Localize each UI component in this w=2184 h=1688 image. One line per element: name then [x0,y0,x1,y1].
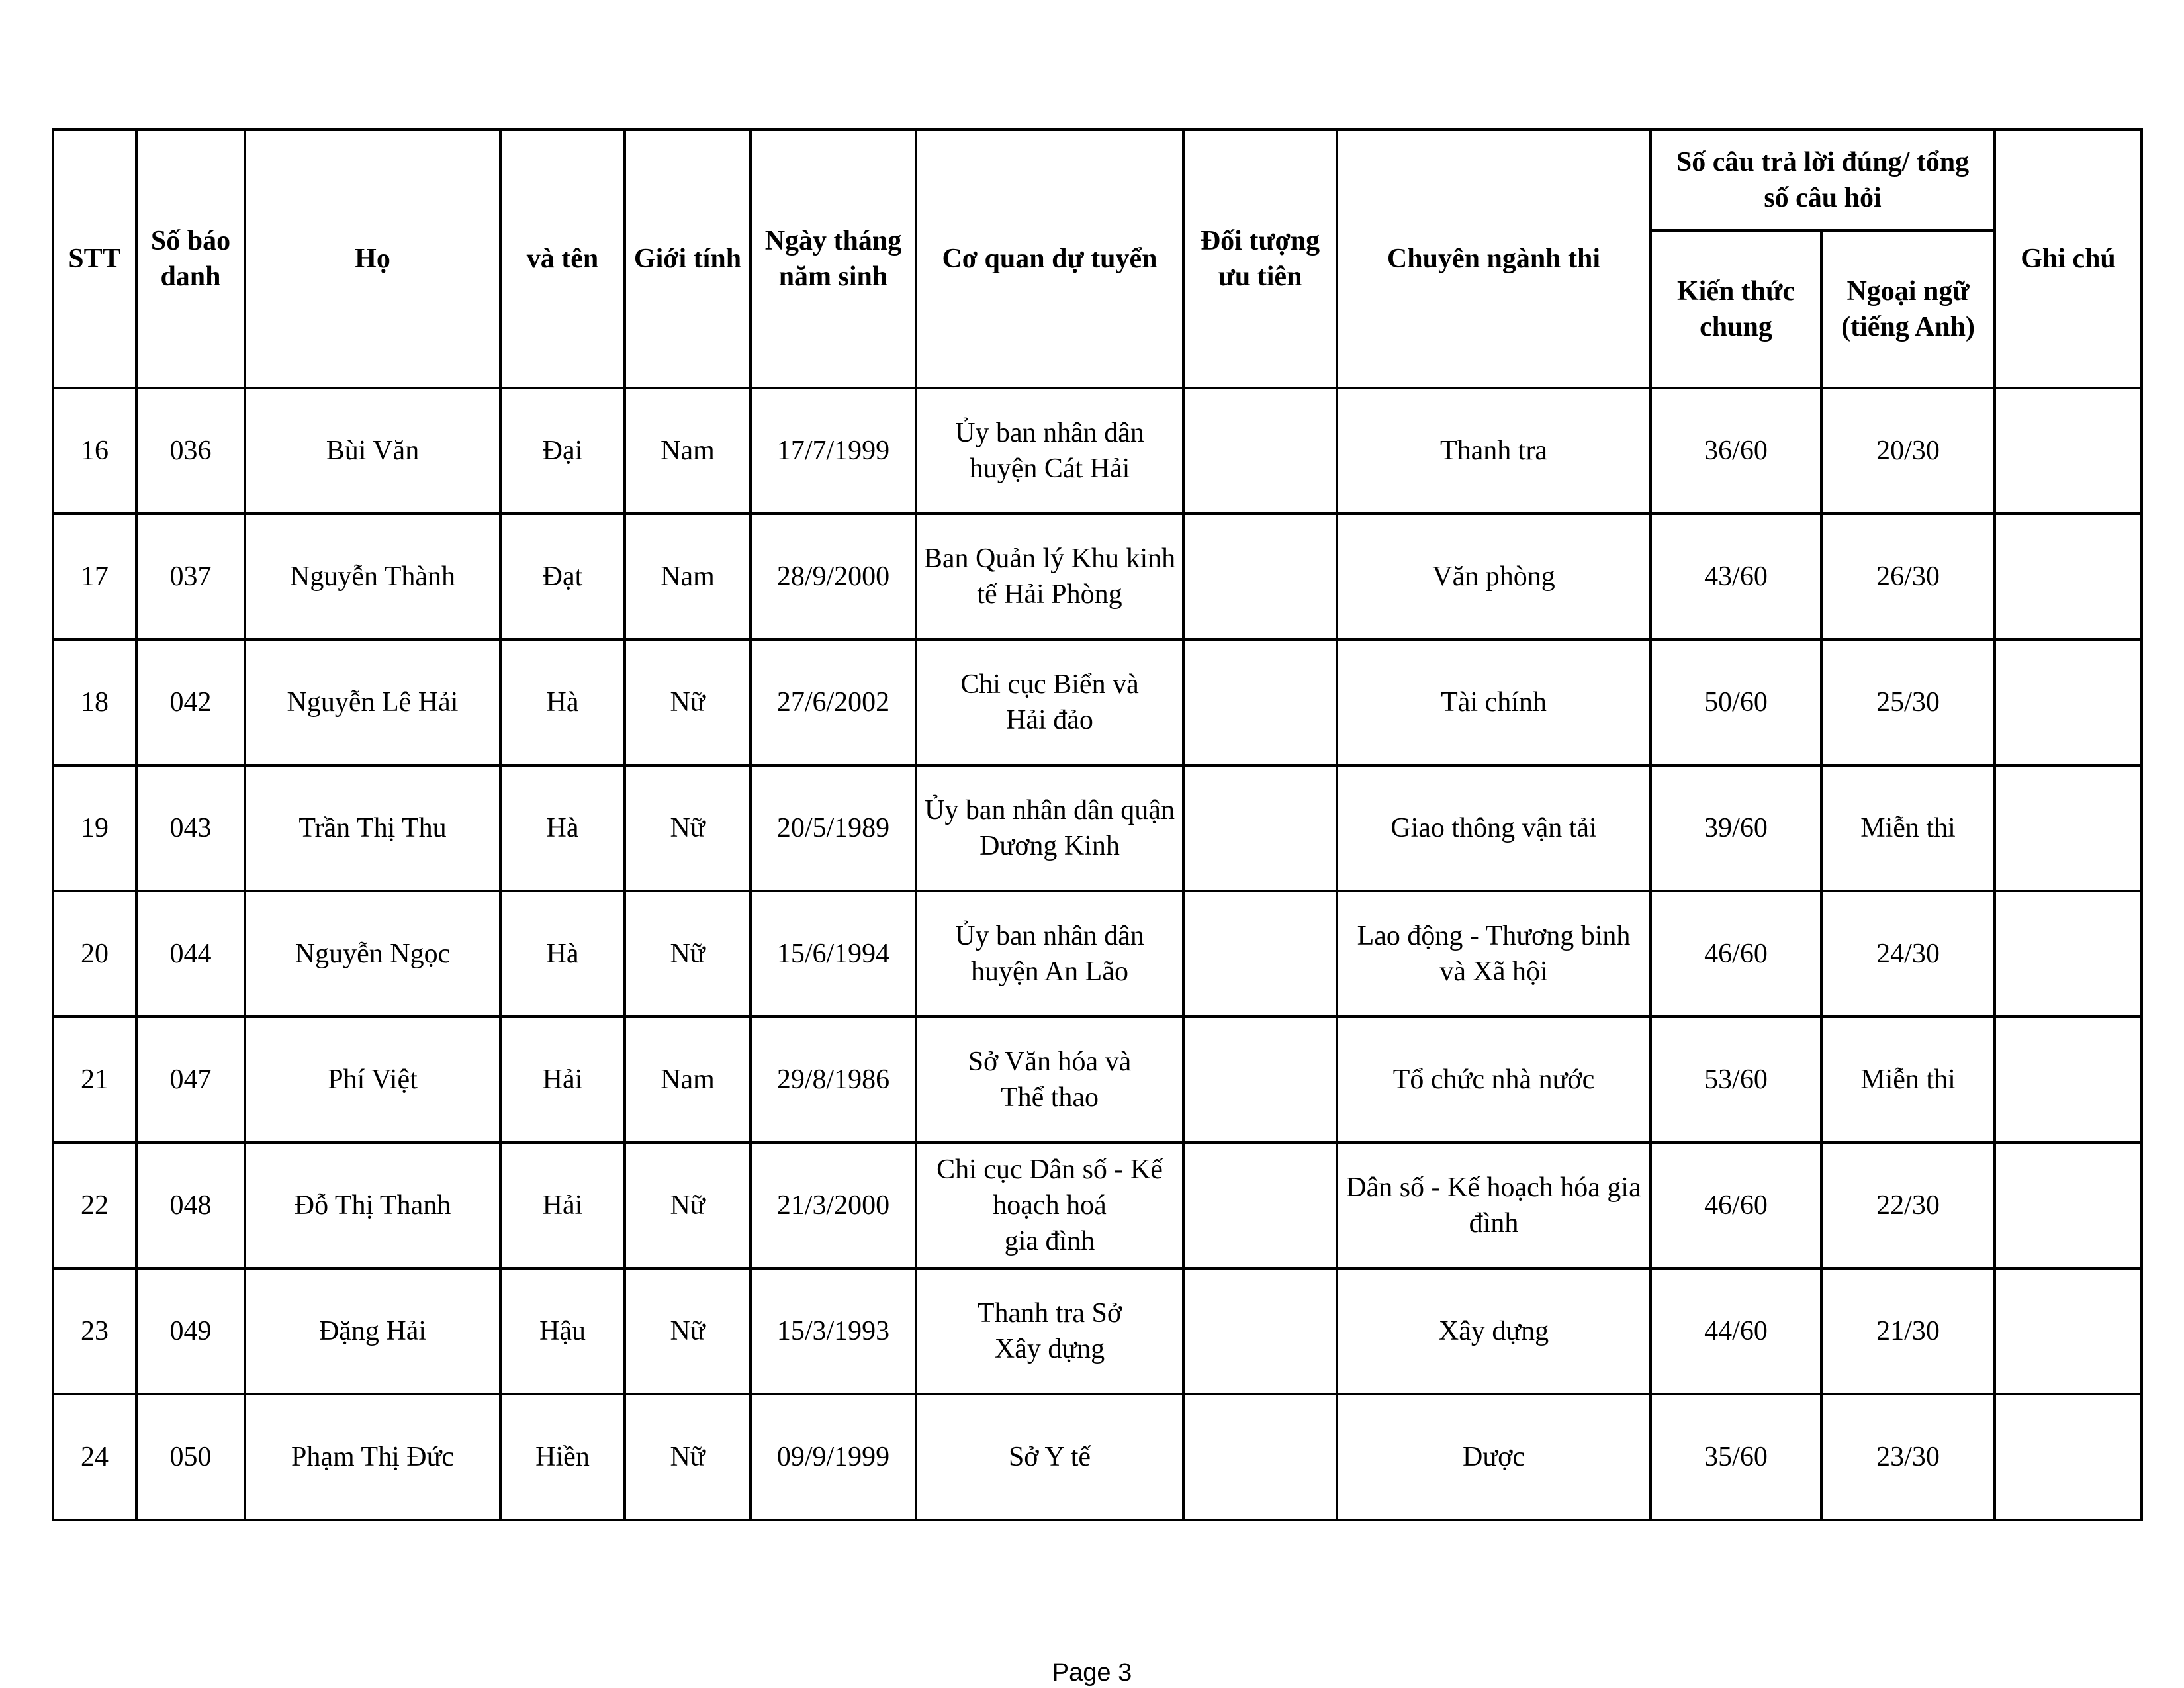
cell-ghi-chu [1995,765,2142,891]
cell-so-bao-danh: 042 [136,639,245,765]
cell-doi-tuong [1183,1017,1337,1143]
cell-doi-tuong [1183,388,1337,514]
header-ngay-sinh: Ngày tháng năm sinh [751,130,916,388]
cell-stt: 17 [53,514,136,639]
header-gioi-tinh: Giới tính [625,130,751,388]
cell-ho: Nguyễn Thành [245,514,500,639]
cell-so-bao-danh: 044 [136,891,245,1017]
cell-co-quan: Ban Quản lý Khu kinh tế Hải Phòng [916,514,1183,639]
cell-ngoai-ngu: 25/30 [1821,639,1995,765]
cell-ten: Hà [500,639,625,765]
cell-chuyen-nganh: Giao thông vận tải [1337,765,1651,891]
table-row [53,765,2142,891]
header-ten: và tên [500,130,625,388]
cell-ngoai-ngu: 21/30 [1821,1268,1995,1394]
cell-ten: Hà [500,891,625,1017]
cell-co-quan: Thanh tra Sở Xây dựng [916,1268,1183,1394]
cell-co-quan: Chi cục Biển và Hải đảo [916,639,1183,765]
cell-kien-thuc-chung: 46/60 [1651,891,1821,1017]
header-co-quan: Cơ quan dự tuyển [916,130,1183,388]
table-row [53,1394,2142,1520]
cell-ghi-chu [1995,1268,2142,1394]
cell-gioi-tinh: Nam [625,388,751,514]
cell-doi-tuong [1183,891,1337,1017]
cell-ten: Đạt [500,514,625,639]
cell-ngay-sinh: 15/6/1994 [751,891,916,1017]
cell-ngay-sinh: 21/3/2000 [751,1143,916,1268]
cell-gioi-tinh: Nữ [625,1268,751,1394]
cell-chuyen-nganh: Dân số - Kế hoạch hóa gia đình [1337,1143,1651,1268]
cell-kien-thuc-chung: 35/60 [1651,1394,1821,1520]
cell-chuyen-nganh: Tài chính [1337,639,1651,765]
cell-kien-thuc-chung: 50/60 [1651,639,1821,765]
header-ghi-chu: Ghi chú [1995,130,2142,388]
cell-kien-thuc-chung: 46/60 [1651,1143,1821,1268]
page-number: Page 3 [1052,1659,1132,1687]
table-row [53,891,2142,1017]
cell-ngay-sinh: 17/7/1999 [751,388,916,514]
table-row [53,388,2142,514]
cell-stt: 24 [53,1394,136,1520]
cell-co-quan: Ủy ban nhân dân huyện Cát Hải [916,388,1183,514]
header-so-bao-danh: Số báo danh [136,130,245,388]
cell-doi-tuong [1183,639,1337,765]
cell-gioi-tinh: Nam [625,514,751,639]
cell-ho: Bùi Văn [245,388,500,514]
cell-gioi-tinh: Nữ [625,891,751,1017]
cell-kien-thuc-chung: 44/60 [1651,1268,1821,1394]
cell-ngoai-ngu: 23/30 [1821,1394,1995,1520]
cell-chuyen-nganh: Văn phòng [1337,514,1651,639]
cell-ngoai-ngu: 22/30 [1821,1143,1995,1268]
header-chuyen-nganh: Chuyên ngành thi [1337,130,1651,388]
header-ngoai-ngu: Ngoại ngữ (tiếng Anh) [1821,230,1995,388]
cell-stt: 18 [53,639,136,765]
cell-stt: 20 [53,891,136,1017]
cell-ten: Hà [500,765,625,891]
cell-so-bao-danh: 049 [136,1268,245,1394]
cell-doi-tuong [1183,1394,1337,1520]
cell-ten: Hiền [500,1394,625,1520]
cell-gioi-tinh: Nữ [625,1143,751,1268]
cell-gioi-tinh: Nam [625,1017,751,1143]
cell-ngay-sinh: 28/9/2000 [751,514,916,639]
cell-ghi-chu [1995,1394,2142,1520]
header-kien-thuc-chung: Kiến thức chung [1651,230,1821,388]
cell-chuyen-nganh: Tổ chức nhà nước [1337,1017,1651,1143]
cell-ghi-chu [1995,639,2142,765]
header-stt: STT [53,130,136,388]
cell-kien-thuc-chung: 36/60 [1651,388,1821,514]
cell-doi-tuong [1183,514,1337,639]
header-ho: Họ [245,130,500,388]
cell-stt: 16 [53,388,136,514]
results-table [52,128,2143,1521]
cell-ngoai-ngu: Miễn thi [1821,765,1995,891]
cell-chuyen-nganh: Thanh tra [1337,388,1651,514]
cell-so-bao-danh: 037 [136,514,245,639]
header-doi-tuong: Đối tượng ưu tiên [1183,130,1337,388]
cell-co-quan: Sở Văn hóa và Thể thao [916,1017,1183,1143]
table-row [53,639,2142,765]
cell-ghi-chu [1995,388,2142,514]
table-header [53,130,2142,388]
cell-ghi-chu [1995,1017,2142,1143]
cell-ho: Đỗ Thị Thanh [245,1143,500,1268]
table-row [53,514,2142,639]
cell-ngay-sinh: 29/8/1986 [751,1017,916,1143]
cell-gioi-tinh: Nữ [625,765,751,891]
cell-ho: Phí Việt [245,1017,500,1143]
cell-ho: Nguyễn Lê Hải [245,639,500,765]
cell-so-bao-danh: 047 [136,1017,245,1143]
table-row [53,1017,2142,1143]
cell-ho: Trần Thị Thu [245,765,500,891]
cell-kien-thuc-chung: 39/60 [1651,765,1821,891]
cell-ho: Đặng Hải [245,1268,500,1394]
cell-so-bao-danh: 048 [136,1143,245,1268]
cell-ngoai-ngu: 26/30 [1821,514,1995,639]
cell-doi-tuong [1183,1143,1337,1268]
cell-ho: Phạm Thị Đức [245,1394,500,1520]
cell-so-bao-danh: 036 [136,388,245,514]
cell-kien-thuc-chung: 43/60 [1651,514,1821,639]
cell-ghi-chu [1995,1143,2142,1268]
cell-gioi-tinh: Nữ [625,1394,751,1520]
cell-ngay-sinh: 15/3/1993 [751,1268,916,1394]
cell-ngoai-ngu: Miễn thi [1821,1017,1995,1143]
cell-ten: Hậu [500,1268,625,1394]
cell-ten: Hải [500,1017,625,1143]
cell-ngay-sinh: 27/6/2002 [751,639,916,765]
header-so-cau: Số câu trả lời đúng/ tổng số câu hỏi [1651,130,1995,230]
cell-stt: 19 [53,765,136,891]
cell-so-bao-danh: 050 [136,1394,245,1520]
cell-gioi-tinh: Nữ [625,639,751,765]
cell-chuyen-nganh: Xây dựng [1337,1268,1651,1394]
cell-ten: Đại [500,388,625,514]
cell-stt: 22 [53,1143,136,1268]
table-body [53,388,2142,1520]
cell-co-quan: Chi cục Dân số - Kế hoạch hoá gia đình [916,1143,1183,1268]
cell-ngoai-ngu: 24/30 [1821,891,1995,1017]
cell-co-quan: Sở Y tế [916,1394,1183,1520]
table-row [53,1143,2142,1268]
cell-chuyen-nganh: Dược [1337,1394,1651,1520]
cell-co-quan: Ủy ban nhân dân quận Dương Kinh [916,765,1183,891]
cell-kien-thuc-chung: 53/60 [1651,1017,1821,1143]
cell-chuyen-nganh: Lao động - Thương binh và Xã hội [1337,891,1651,1017]
cell-ten: Hải [500,1143,625,1268]
cell-so-bao-danh: 043 [136,765,245,891]
cell-ngay-sinh: 09/9/1999 [751,1394,916,1520]
cell-ngoai-ngu: 20/30 [1821,388,1995,514]
cell-doi-tuong [1183,1268,1337,1394]
cell-doi-tuong [1183,765,1337,891]
cell-ho: Nguyễn Ngọc [245,891,500,1017]
cell-co-quan: Ủy ban nhân dân huyện An Lão [916,891,1183,1017]
cell-stt: 23 [53,1268,136,1394]
cell-ngay-sinh: 20/5/1989 [751,765,916,891]
cell-ghi-chu [1995,891,2142,1017]
cell-stt: 21 [53,1017,136,1143]
table-row [53,1268,2142,1394]
cell-ghi-chu [1995,514,2142,639]
